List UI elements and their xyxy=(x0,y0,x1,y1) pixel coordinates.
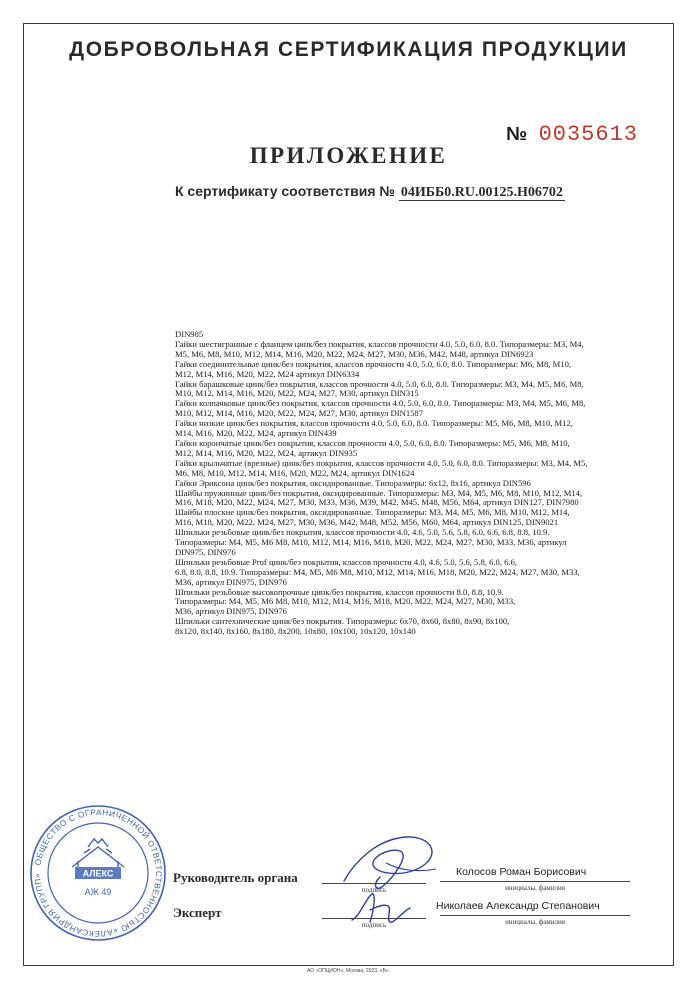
product-list-line: Гайки соединительные цинк/без покрытия, классов прочности 4.0, 5.0, 6.0, 8.0. Типоразмеры: М6, М8, М10, xyxy=(175,358,572,369)
organization-seal-icon xyxy=(28,803,168,943)
product-list-line: М36, артикул DIN975, DIN976 xyxy=(175,576,287,587)
expert-name: Николаев Александр Степанович xyxy=(436,900,600,912)
product-list-line: Гайки крыльчатые (врезные) цинк/без покрытия, классов прочности 4.0, 5.0, 6.0, 8.0. Типоразмеры: М3, М4, М5, xyxy=(175,457,588,468)
product-list-line: М12, М14, М16, М20, М22, М24, артикул DIN935 xyxy=(175,447,358,458)
annex-title: ПРИЛОЖЕНИЕ xyxy=(249,143,448,168)
product-list-line: Гайки шестигранные с фланцем цинк/без покрытия, классов прочности 4.0, 5.0, 6.0, 8.0. Типоразмеры: М3, М4, xyxy=(175,338,584,349)
product-list-line: Типоразмеры: М4, М5, М6 М8, М10, М12, М14, М16, М18, М20, М22, М24, М27, М30, М33, М36, артикул xyxy=(175,537,567,548)
product-list-line: М16, М18, М20, М22, М24, М27, М30, М36, М42, М48, М52, М56, М60, М64, артикул DIN125, DIN9021 xyxy=(175,517,559,528)
product-list-line: М36, артикул DIN975, DIN976 xyxy=(175,606,287,617)
head-signature-icon xyxy=(336,833,446,893)
head-name: Колосов Роман Борисович xyxy=(456,866,587,878)
certificate-number: 04ИББ0.RU.00125.Н06702 xyxy=(400,185,563,200)
expert-signature-icon xyxy=(352,894,410,922)
product-list-line: М12, М14, М16, М20, М22, М24 артикул DIN6334 xyxy=(175,368,360,379)
product-list-line: М16, М18, М20, М22, М24, М27, М30, М33, М36, М39, М42, М45, М48, М56, М64, артикул DIN127, DIN7980 xyxy=(175,497,579,508)
expert-name-line xyxy=(440,915,630,916)
product-list-line: Типоразмеры: М4, М5, М6 М8, М10, М12, М14, М16, М18, М20, М22, М24, М27, М30, М33, xyxy=(175,596,516,607)
product-list-line: М6, М8, М10, М12, М14, М16, М20, М22, М24, артикул DIN1624 xyxy=(175,467,415,478)
expert-signature-caption: подпись xyxy=(361,921,387,929)
head-name-caption: инициалы, фамилия xyxy=(505,884,565,892)
number-sign: № xyxy=(506,124,528,145)
product-list-line: Шпильки резьбовые высокопрочные цинк/без покрытия, классов прочности 8.0, 8.8, 10.9. xyxy=(175,586,504,597)
expert-name-caption: инициалы, фамилия xyxy=(505,918,565,926)
product-list-line: 6.8, 8.0, 8.8, 10.9. Типоразмеры: М4, М5, М6 М8, М10, М12, М14, М16, М18, М20, М22, М24, М27, М30, М33, xyxy=(175,566,580,577)
product-list-line: Шпильки сантехнические цинк/без покрытия. Типоразмеры: 6х70, 8х60, 8х80, 8х90, 8х100, xyxy=(175,616,510,627)
seal-center-text: АЛЕКС xyxy=(82,868,114,879)
form-serial-number: 0035613 xyxy=(538,122,638,147)
head-label: Руководитель органа xyxy=(173,870,298,885)
certificate-label: К сертификату соответствия № xyxy=(175,183,395,199)
seal-code-text: АЖ 49 xyxy=(84,887,112,897)
product-list-line: Шпильки резьбовые Prof цинк/без покрытия, классов прочности 4.0, 4.6, 5.0, 5.6, 5.8, 6.0, 6.6, xyxy=(175,556,518,567)
certificate-reference xyxy=(175,183,565,201)
seal-ring-text: ОБЩЕСТВО С ОГРАНИЧЕННОЙ ОТВЕТСТВЕННОСТЬЮ «АЛЕКСАНДРИЯ ГРУПП» xyxy=(32,807,164,939)
product-list-line: Гайки корончатые цинк/без покрытия, классов прочности 4.0, 5.0, 6.0, 8.0. Типоразмеры: М5, М6, М8, М10, xyxy=(175,437,570,448)
head-name-line xyxy=(440,881,630,882)
product-list xyxy=(175,330,640,637)
product-list-line: Гайки низкие цинк/без покрытия, классов прочности 4.0, 5.0, 6.0, 8.0. Типоразмеры: М5, М6, М8, М10, М12, xyxy=(175,418,573,429)
product-list-line: Гайки Эриксона цинк/без покрытия, оксидированные. Типоразмеры: 6х12, 8х16, артикул DIN596 xyxy=(175,477,531,488)
product-list-line: М14, М16, М20, М22, М24, артикул DIN439 xyxy=(175,428,337,439)
product-list-line: Гайки колпачковые цинк/без покрытия, классов прочности 4.0, 5.0, 6.0, 8.0. Типоразмеры: М3, М4, М5, М6, М8, xyxy=(175,398,586,409)
product-list-line: М10, М12, М14, М16, М20, М22, М24, М27, М30, артикул DIN315 xyxy=(175,388,419,399)
product-list-line: DIN985 xyxy=(175,329,204,339)
product-list-line: Гайки барашковые цинк/без покрытия, классов прочности 4.0, 5.0, 6.0, 8.0. Типоразмеры: М3, М4, М5, М6, М8, xyxy=(175,378,584,389)
product-list-line: Шайбы плоские цинк/без покрытия, оксидированные. Типоразмеры: М3, М4, М5, М6, М8, М10, М12, М14, xyxy=(175,507,570,518)
product-list-line: М10, М12, М14, М16, М20, М22, М24, М27, М30, артикул DIN1587 xyxy=(175,408,424,419)
expert-label: Эксперт xyxy=(173,905,222,920)
printer-imprint: АО «ОПЦИОН», Москва, 2023, «Б». xyxy=(306,968,391,974)
product-list-line: DIN975, DIN976 xyxy=(175,546,236,557)
product-list-line: Шайбы пружинные цинк/без покрытия, оксидированные. Типоразмеры: М3, М4, М5, М6, М8, М10, М12, М14, xyxy=(175,487,583,498)
header-title: ДОБРОВОЛЬНАЯ СЕРТИФИКАЦИЯ ПРОДУКЦИИ xyxy=(69,38,628,61)
product-list-line: Шпильки резьбовые цинк/без покрытия, классов прочности 4.0, 4.6, 5.0, 5.6, 5.8, 6.0, 6.6, 6.8, 8.8, 10.9. xyxy=(175,527,550,538)
product-list-line: М5, М6, М8, М10, М12, М14, М16, М20, М22, М24, М27, М30, М36, М42, М48, артикул DIN6923 xyxy=(175,348,534,359)
product-list-line: 8х120, 8х140, 8х160, 8х180, 8х200, 10х80, 10х100, 10х120, 10х140 xyxy=(175,626,416,637)
head-signature-caption: подпись xyxy=(361,886,387,894)
